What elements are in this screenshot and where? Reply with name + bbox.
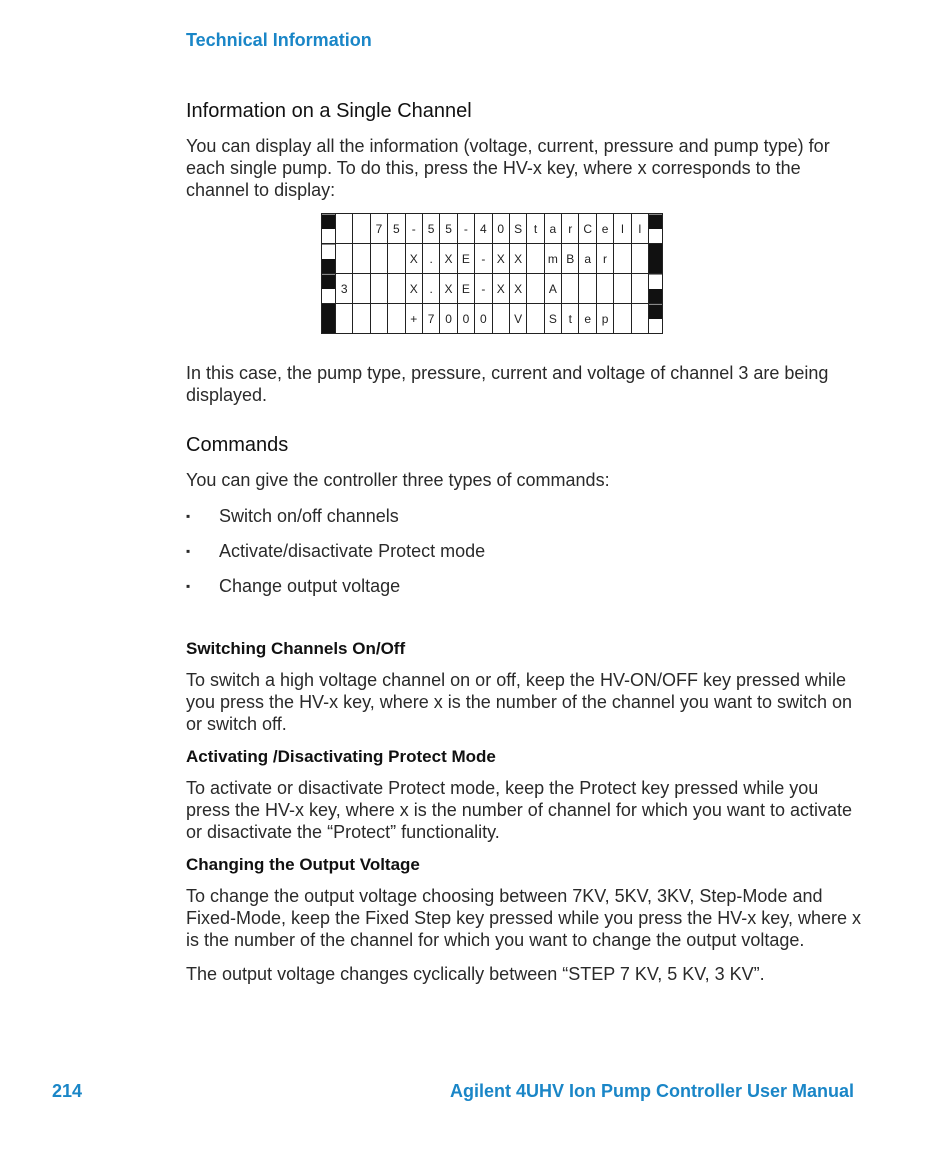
lcd-cell: l [614,214,631,244]
lcd-cell [353,244,370,274]
single-channel-intro: You can display all the information (voltage, current, pressure and pump type) for each single pump. To do this, press the HV-x key, where x corresponds to the channel to display: [186,136,830,200]
lcd-table [321,213,663,334]
list-item: ▪ Change output voltage [186,576,401,596]
lcd-cell [492,304,509,334]
section-header: Technical Information [186,30,372,50]
lcd-cell: 7 [370,214,387,244]
lcd-cell: - [457,214,474,244]
lcd-cell: 0 [492,214,509,244]
lcd-cell [388,244,405,274]
lcd-cell: X [509,244,526,274]
lcd-edge-marker [649,244,663,274]
lcd-cell: S [544,304,561,334]
manual-title: Agilent 4UHV Ion Pump Controller User Manual [449,1081,854,1101]
lcd-cell: B [562,244,579,274]
lcd-cell [614,304,631,334]
lcd-cell: l [631,214,648,244]
lcd-cell: m [544,244,561,274]
lcd-cell: p [596,304,613,334]
lcd-edge-marker [322,214,336,244]
lcd-cell: - [475,274,492,304]
commands-intro: You can give the controller three types of commands: [186,470,610,490]
lcd-cell [614,244,631,274]
lcd-cell [388,304,405,334]
switching-title: Switching Channels On/Off [186,639,406,658]
protect-title: Activating /Disactivating Protect Mode [186,747,496,766]
lcd-cell: t [562,304,579,334]
bullet-icon: ▪ [186,509,191,523]
lcd-cell: X [405,274,422,304]
lcd-cell: X [440,274,457,304]
lcd-cell [388,274,405,304]
lcd-cell: . [422,274,439,304]
lcd-cell: C [579,214,596,244]
lcd-cell: E [457,274,474,304]
lcd-row [322,214,663,244]
lcd-cell: - [405,214,422,244]
lcd-cell [336,244,353,274]
lcd-edge-marker [322,304,336,334]
lcd-cell: 0 [440,304,457,334]
lcd-cell: S [509,214,526,244]
page-content [186,100,866,997]
lcd-edge-marker [322,274,336,304]
lcd-cell: 4 [475,214,492,244]
lcd-cell: 0 [457,304,474,334]
lcd-cell: 0 [475,304,492,334]
lcd-cell [353,274,370,304]
lcd-cell [631,244,648,274]
lcd-cell [336,304,353,334]
output-voltage-text2: The output voltage changes cyclically between “STEP 7 KV, 5 KV, 3 KV”. [186,964,765,984]
output-voltage-title: Changing the Output Voltage [186,855,420,874]
lcd-cell: r [562,214,579,244]
lcd-cell: X [440,244,457,274]
bullet-icon: ▪ [186,544,191,558]
lcd-cell [527,304,544,334]
lcd-cell [562,274,579,304]
lcd-cell: 5 [440,214,457,244]
lcd-cell: 5 [388,214,405,244]
commands-list [186,505,866,597]
lcd-cell: a [579,244,596,274]
lcd-cell: X [492,244,509,274]
lcd-edge-marker [649,304,663,334]
lcd-cell [579,274,596,304]
lcd-row [322,274,663,304]
lcd-cell: 3 [336,274,353,304]
switching-text: To switch a high voltage channel on or off, keep the HV-ON/OFF key pressed while you press the HV-x key, where x is the number of the channel you want to switch on or switch off. [186,670,853,734]
lcd-cell: a [544,214,561,244]
bullet-icon: ▪ [186,579,191,593]
lcd-cell [614,274,631,304]
lcd-cell: . [422,244,439,274]
lcd-cell [353,304,370,334]
lcd-cell: X [405,244,422,274]
lcd-row [322,244,663,274]
lcd-cell [370,274,387,304]
output-voltage-text1: To change the output voltage choosing between 7KV, 5KV, 3KV, Step-Mode and Fixed-Mode, keep the Fixed Step key pressed while you press the HV-x key, where x is the number of the channel for which you want to change the output voltage. [186,886,861,950]
lcd-cell: t [527,214,544,244]
lcd-edge-marker [649,274,663,304]
lcd-cell: e [579,304,596,334]
lcd-cell: A [544,274,561,304]
lcd-edge-marker [322,244,336,274]
lcd-cell: e [596,214,613,244]
lcd-row [322,304,663,334]
lcd-cell: X [492,274,509,304]
lcd-edge-marker [649,214,663,244]
list-item: ▪ Switch on/off channels [186,506,399,526]
commands-title: Commands [186,434,289,456]
lcd-cell [370,244,387,274]
lcd-cell: E [457,244,474,274]
lcd-cell: + [405,304,422,334]
lcd-cell: - [475,244,492,274]
lcd-cell: 5 [422,214,439,244]
protect-text: To activate or disactivate Protect mode, keep the Protect key pressed while you press the HV-x key, where x is the number of channel for which you want to activate or disactivate the “Protect” functionality. [186,778,852,842]
lcd-cell [336,214,353,244]
single-channel-title: Information on a Single Channel [186,100,472,122]
list-item: ▪ Activate/disactivate Protect mode [186,541,486,561]
lcd-display [321,213,866,334]
lcd-cell [527,274,544,304]
lcd-cell [527,244,544,274]
lcd-cell [631,274,648,304]
single-channel-after: In this case, the pump type, pressure, current and voltage of channel 3 are being displayed. [186,363,829,405]
lcd-cell [353,214,370,244]
lcd-cell: 7 [422,304,439,334]
lcd-cell [631,304,648,334]
lcd-cell [596,274,613,304]
lcd-cell: V [509,304,526,334]
lcd-cell: X [509,274,526,304]
page-number: 214 [52,1081,83,1101]
lcd-cell [370,304,387,334]
lcd-cell: r [596,244,613,274]
